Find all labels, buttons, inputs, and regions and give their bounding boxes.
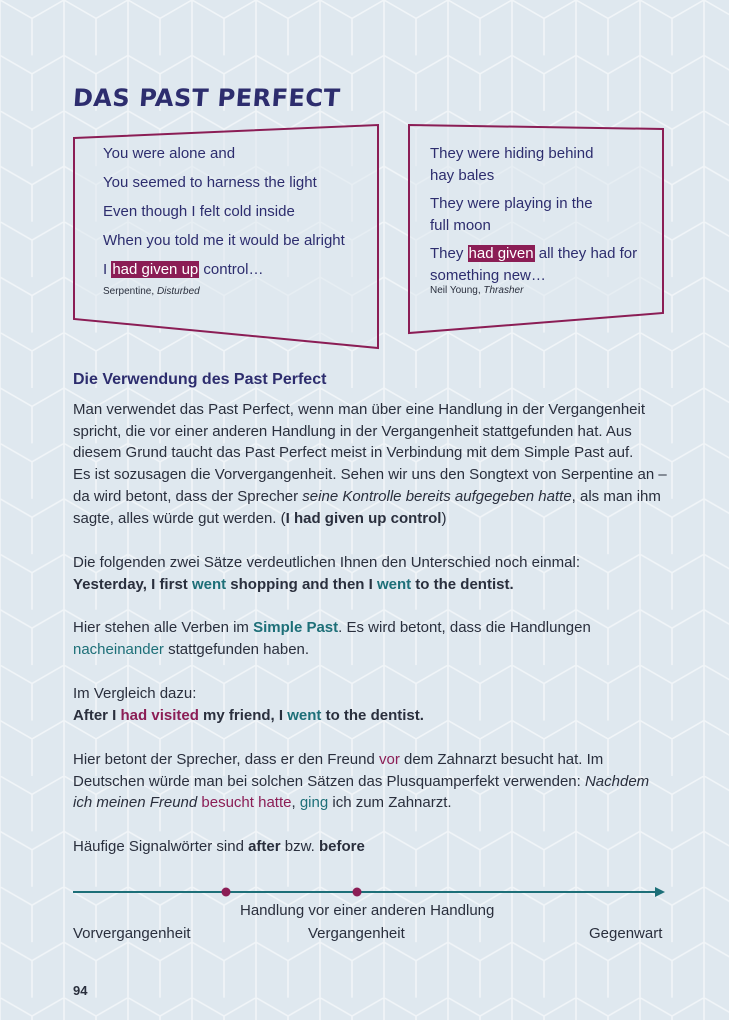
paragraph-example-simple-past (73, 552, 673, 595)
text-line: Deutschen würde man bei solchen Sätzen das Plusquamperfekt verwenden: Nachdem (73, 772, 650, 790)
timeline-point-pluperfect (222, 888, 231, 897)
lyric-line-highlighted: I had given up control… (103, 261, 264, 278)
text-line: nacheinander stattgefunden haben. (73, 640, 310, 658)
highlight-had-given-up: had given up (112, 261, 199, 278)
timeline-label-past: Vergangenheit (308, 925, 405, 942)
page-title: DAS PAST PERFECT (72, 84, 342, 112)
paragraph-past-perfect-explanation (73, 749, 673, 814)
highlight-had-given: had given (468, 245, 534, 262)
lyric-line-highlighted: They had given all they had for something new… (430, 245, 638, 284)
timeline-point-past (353, 888, 362, 897)
lyric-line: They were playing in the full moon (430, 195, 593, 234)
text-line: Hier betont der Sprecher, dass er den Freund vor dem Zahnarzt besucht hat. Im (73, 751, 604, 768)
lyrics-box-serpentine (72, 123, 382, 351)
text-line: Häufige Signalwörter sind after bzw. before (73, 838, 365, 855)
timeline-diagram (66, 880, 670, 904)
text-line: ich meinen Freund besucht hatte, ging ich zum Zahnarzt. (73, 794, 452, 812)
lyric-source: Serpentine, Disturbed (103, 286, 200, 297)
text-line: Die folgenden zwei Sätze verdeutlichen Ihnen den Unterschied noch einmal: (73, 554, 580, 571)
lyric-line: Even though I felt cold inside (103, 203, 295, 220)
text-line: Hier stehen alle Verben im Simple Past. Es wird betont, dass die Handlungen (73, 619, 591, 636)
timeline-label-pluperfect: Vorvergangenheit (73, 925, 191, 942)
timeline-label-action: Handlung vor einer anderen Handlung (240, 902, 495, 919)
paragraph-usage (73, 399, 673, 529)
timeline-label-present: Gegenwart (589, 925, 663, 942)
example-sentence: Yesterday, I first went shopping and then I went to the dentist. (73, 575, 514, 593)
lyric-line: They were hiding behind hay bales (430, 145, 594, 184)
text-line: Es ist sozusagen die Vorvergangenheit. Sehen wir uns den Songtext von Serpentine an – (73, 466, 667, 484)
example-sentence: After I had visited my friend, I went to the dentist. (73, 706, 424, 724)
lyric-source: Neil Young, Thrasher (430, 285, 524, 296)
lyric-line: When you told me it would be alright (103, 232, 345, 249)
text-line: spricht, die vor einer anderen Handlung in der Vergangenheit stattgefunden hat. Aus (73, 422, 632, 440)
paragraph-comparison (73, 683, 673, 726)
text-line: Im Vergleich dazu: (73, 685, 197, 702)
page-number: 94 (73, 983, 88, 998)
timeline-arrowhead (655, 887, 665, 897)
lyrics-box-thrasher (407, 123, 667, 335)
text-line: sagte, alles würde gut werden. (I had given up control) (73, 509, 447, 527)
lyric-line: You seemed to harness the light (103, 174, 317, 191)
text-line: Man verwendet das Past Perfect, wenn man über eine Handlung in der Vergangenheit (73, 401, 646, 418)
text-line: da wird betont, dass der Sprecher seine Kontrolle bereits aufgegeben hatte, als man ihm (73, 487, 661, 505)
section-heading: Die Verwendung des Past Perfect (73, 371, 327, 388)
lyric-line: You were alone and (103, 145, 236, 162)
paragraph-signal-words (73, 836, 673, 858)
text-line: diesem Grund taucht das Past Perfect meist in Verbindung mit dem Simple Past auf. (73, 444, 634, 462)
paragraph-simple-past-explanation (73, 617, 673, 660)
